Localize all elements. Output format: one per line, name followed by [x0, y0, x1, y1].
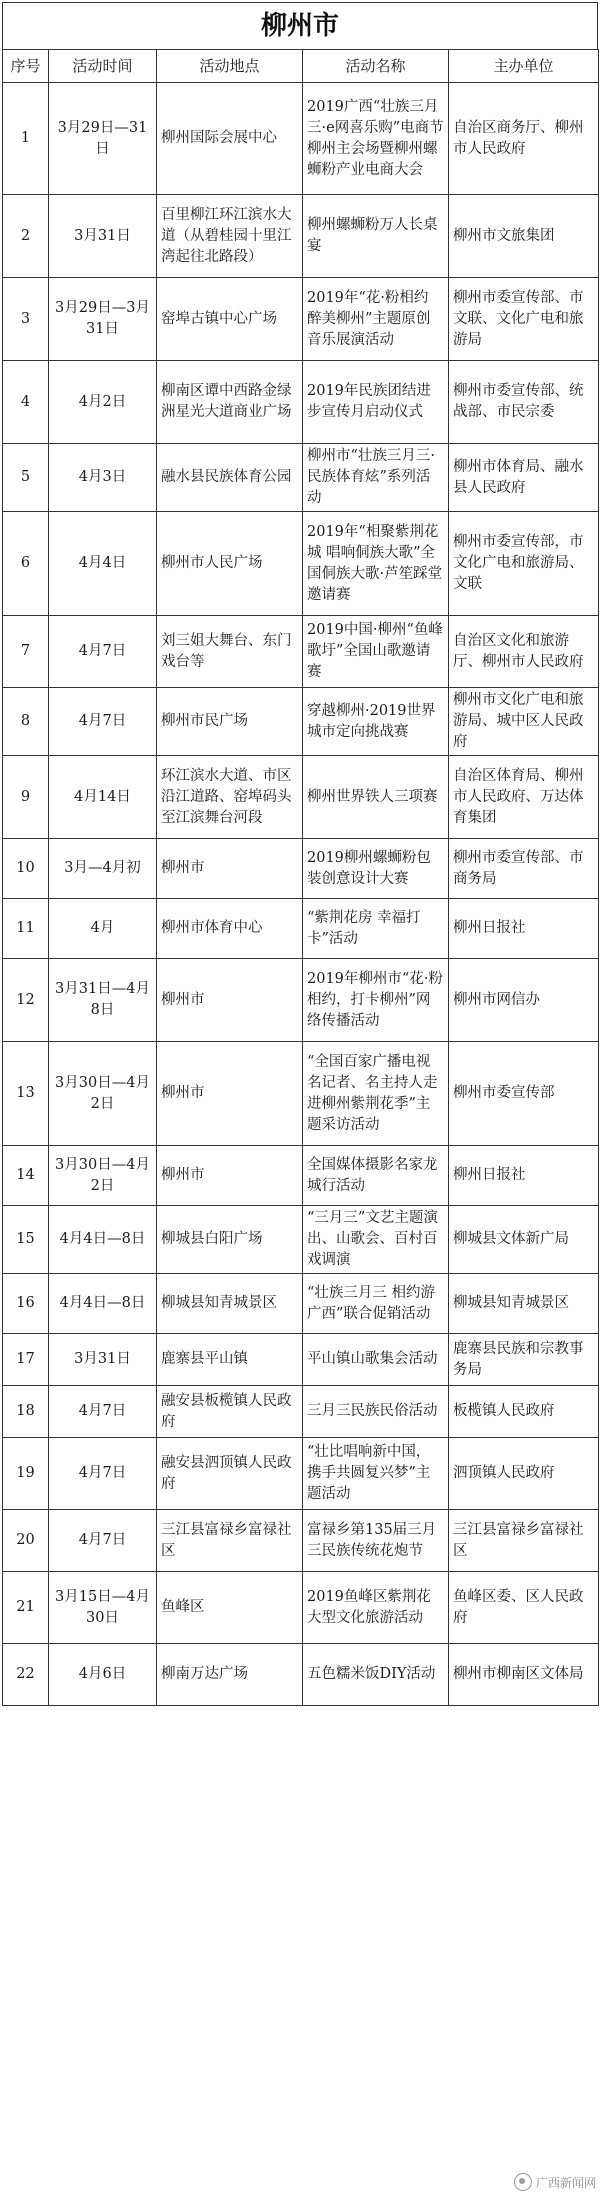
watermark-text: 广西新闻网 [535, 2175, 596, 2190]
row-name: “紫荆花房 幸福打卡”活动 [303, 899, 449, 959]
row-organizer: 柳州市柳南区文体局 [449, 1644, 599, 1706]
table-row [3, 1644, 599, 1706]
table-row [3, 1042, 599, 1146]
col-header-place: 活动地点 [157, 50, 303, 83]
row-organizer: 柳城县文体新广局 [449, 1206, 599, 1274]
row-name: 2019柳州螺蛳粉包装创意设计大赛 [303, 839, 449, 899]
col-header-name: 活动名称 [303, 50, 449, 83]
row-name: “三月三”文艺主题演出、山歌会、百村百戏调演 [303, 1206, 449, 1274]
table-row [3, 756, 599, 839]
row-organizer: 柳州市委宣传部、统战部、市民宗委 [449, 361, 599, 444]
row-place: 柳城县白阳广场 [157, 1206, 303, 1274]
row-number: 6 [3, 512, 49, 616]
row-organizer: 自治区文化和旅游厅、柳州市人民政府 [449, 616, 599, 688]
row-name: 三月三民族民俗活动 [303, 1386, 449, 1438]
row-organizer: 柳州市委宣传部 [449, 1042, 599, 1146]
row-number: 14 [3, 1146, 49, 1206]
row-time: 3月31日 [49, 195, 157, 278]
row-time: 4月7日 [49, 1386, 157, 1438]
watermark [514, 2173, 596, 2191]
row-time: 4月4日—8日 [49, 1274, 157, 1334]
row-place: 融安县泗顶镇人民政府 [157, 1438, 303, 1510]
row-place: 窑埠古镇中心广场 [157, 278, 303, 361]
table-row [3, 1206, 599, 1274]
row-place: 柳城县知青城景区 [157, 1274, 303, 1334]
row-name: “壮比唱响新中国，携手共圆复兴梦”主题活动 [303, 1438, 449, 1510]
row-name: 2019年“花·粉相约 醉美柳州”主题原创音乐展演活动 [303, 278, 449, 361]
wechat-logo-icon [514, 2173, 532, 2191]
row-place: 柳州市体育中心 [157, 899, 303, 959]
row-organizer: 柳城县知青城景区 [449, 1274, 599, 1334]
row-number: 12 [3, 959, 49, 1042]
row-time: 4月 [49, 899, 157, 959]
row-name: 2019鱼峰区紫荆花大型文化旅游活动 [303, 1572, 449, 1644]
row-organizer: 鱼峰区委、区人民政府 [449, 1572, 599, 1644]
row-time: 4月4日 [49, 512, 157, 616]
row-number: 3 [3, 278, 49, 361]
table-row [3, 1438, 599, 1510]
row-number: 17 [3, 1334, 49, 1386]
row-organizer: 柳州市文化广电和旅游局、城中区人民政府 [449, 688, 599, 756]
row-number: 13 [3, 1042, 49, 1146]
row-organizer: 柳州日报社 [449, 1146, 599, 1206]
row-number: 1 [3, 83, 49, 195]
row-place: 柳州市 [157, 1042, 303, 1146]
row-name: 2019年民族团结进步宣传月启动仪式 [303, 361, 449, 444]
row-number: 8 [3, 688, 49, 756]
row-organizer: 泗顶镇人民政府 [449, 1438, 599, 1510]
activity-table [2, 49, 599, 1706]
row-place: 融水县民族体育公园 [157, 444, 303, 512]
table-row [3, 1510, 599, 1572]
row-number: 16 [3, 1274, 49, 1334]
row-time: 4月4日—8日 [49, 1206, 157, 1274]
row-time: 4月7日 [49, 1510, 157, 1572]
row-time: 3月29日—3月31日 [49, 278, 157, 361]
row-place: 柳南区谭中西路金绿洲星光大道商业广场 [157, 361, 303, 444]
row-name: 柳州世界铁人三项赛 [303, 756, 449, 839]
table-row [3, 959, 599, 1042]
row-name: “壮族三月三 相约游广西”联合促销活动 [303, 1274, 449, 1334]
row-number: 19 [3, 1438, 49, 1510]
col-header-no: 序号 [3, 50, 49, 83]
row-organizer: 板榄镇人民政府 [449, 1386, 599, 1438]
row-time: 4月2日 [49, 361, 157, 444]
table-row [3, 1386, 599, 1438]
row-number: 15 [3, 1206, 49, 1274]
row-place: 柳州市人民广场 [157, 512, 303, 616]
table-row [3, 512, 599, 616]
row-number: 5 [3, 444, 49, 512]
row-name: 2019年“相聚紫荆花城 唱响侗族大歌”全国侗族大歌·芦笙踩堂邀请赛 [303, 512, 449, 616]
row-organizer: 柳州市委宣传部、市文联、文化广电和旅游局 [449, 278, 599, 361]
row-place: 融安县板榄镇人民政府 [157, 1386, 303, 1438]
table-header-row [3, 50, 599, 83]
table-row [3, 1334, 599, 1386]
row-name: 2019广西“壮族三月三·e网喜乐购”电商节柳州主会场暨柳州螺蛳粉产业电商大会 [303, 83, 449, 195]
col-header-time: 活动时间 [49, 50, 157, 83]
row-number: 20 [3, 1510, 49, 1572]
row-time: 3月15日—4月30日 [49, 1572, 157, 1644]
row-number: 4 [3, 361, 49, 444]
row-name: 穿越柳州·2019世界城市定向挑战赛 [303, 688, 449, 756]
table-row [3, 361, 599, 444]
row-time: 3月29日—31日 [49, 83, 157, 195]
row-time: 3月30日—4月2日 [49, 1042, 157, 1146]
row-place: 刘三姐大舞台、东门戏台等 [157, 616, 303, 688]
row-time: 3月31日—4月8日 [49, 959, 157, 1042]
row-organizer: 柳州市委宣传部，市文化广电和旅游局、文联 [449, 512, 599, 616]
schedule-sheet [2, 2, 598, 1706]
row-organizer: 鹿寨县民族和宗教事务局 [449, 1334, 599, 1386]
table-row [3, 83, 599, 195]
row-time: 4月3日 [49, 444, 157, 512]
row-number: 22 [3, 1644, 49, 1706]
row-number: 9 [3, 756, 49, 839]
table-row [3, 1274, 599, 1334]
row-time: 4月14日 [49, 756, 157, 839]
row-place: 柳州国际会展中心 [157, 83, 303, 195]
table-row [3, 839, 599, 899]
row-place: 环江滨水大道、市区沿江道路、窑埠码头至江滨舞台河段 [157, 756, 303, 839]
row-place: 柳南万达广场 [157, 1644, 303, 1706]
table-row [3, 278, 599, 361]
row-organizer: 柳州市体育局、融水县人民政府 [449, 444, 599, 512]
row-name: 柳州市“壮族三月三·民族体育炫”系列活动 [303, 444, 449, 512]
row-place: 鹿寨县平山镇 [157, 1334, 303, 1386]
row-time: 3月—4月初 [49, 839, 157, 899]
table-row [3, 1146, 599, 1206]
row-number: 2 [3, 195, 49, 278]
row-time: 4月7日 [49, 688, 157, 756]
row-name: 平山镇山歌集会活动 [303, 1334, 449, 1386]
table-row [3, 616, 599, 688]
row-place: 柳州市民广场 [157, 688, 303, 756]
table-row [3, 195, 599, 278]
row-name: 2019年柳州市“花·粉相约，打卡柳州”网络传播活动 [303, 959, 449, 1042]
row-name: “全国百家广播电视名记者、名主持人走进柳州紫荆花季”主题采访活动 [303, 1042, 449, 1146]
row-name: 2019中国·柳州“鱼峰歌圩”全国山歌邀请赛 [303, 616, 449, 688]
row-organizer: 自治区商务厅、柳州市人民政府 [449, 83, 599, 195]
row-number: 11 [3, 899, 49, 959]
row-name: 富禄乡第135届三月三民族传统花炮节 [303, 1510, 449, 1572]
row-place: 柳州市 [157, 1146, 303, 1206]
row-name: 柳州螺蛳粉万人长桌宴 [303, 195, 449, 278]
row-organizer: 柳州市网信办 [449, 959, 599, 1042]
row-time: 3月31日 [49, 1334, 157, 1386]
row-number: 18 [3, 1386, 49, 1438]
row-organizer: 柳州日报社 [449, 899, 599, 959]
row-number: 10 [3, 839, 49, 899]
row-organizer: 柳州市委宣传部、市商务局 [449, 839, 599, 899]
row-place: 三江县富禄乡富禄社区 [157, 1510, 303, 1572]
row-place: 鱼峰区 [157, 1572, 303, 1644]
row-organizer: 自治区体育局、柳州市人民政府、万达体育集团 [449, 756, 599, 839]
row-number: 7 [3, 616, 49, 688]
row-time: 4月6日 [49, 1644, 157, 1706]
row-name: 全国媒体摄影名家龙城行活动 [303, 1146, 449, 1206]
row-place: 柳州市 [157, 959, 303, 1042]
table-row [3, 688, 599, 756]
row-place: 柳州市 [157, 839, 303, 899]
row-organizer: 三江县富禄乡富禄社区 [449, 1510, 599, 1572]
row-number: 21 [3, 1572, 49, 1644]
page-title: 柳州市 [2, 2, 598, 49]
row-time: 4月7日 [49, 616, 157, 688]
row-organizer: 柳州市文旅集团 [449, 195, 599, 278]
row-place: 百里柳江环江滨水大道（从碧桂园十里江湾起往北路段） [157, 195, 303, 278]
row-time: 3月30日—4月2日 [49, 1146, 157, 1206]
table-row [3, 899, 599, 959]
row-time: 4月7日 [49, 1438, 157, 1510]
row-name: 五色糯米饭DIY活动 [303, 1644, 449, 1706]
table-row [3, 1572, 599, 1644]
col-header-org: 主办单位 [449, 50, 599, 83]
table-row [3, 444, 599, 512]
